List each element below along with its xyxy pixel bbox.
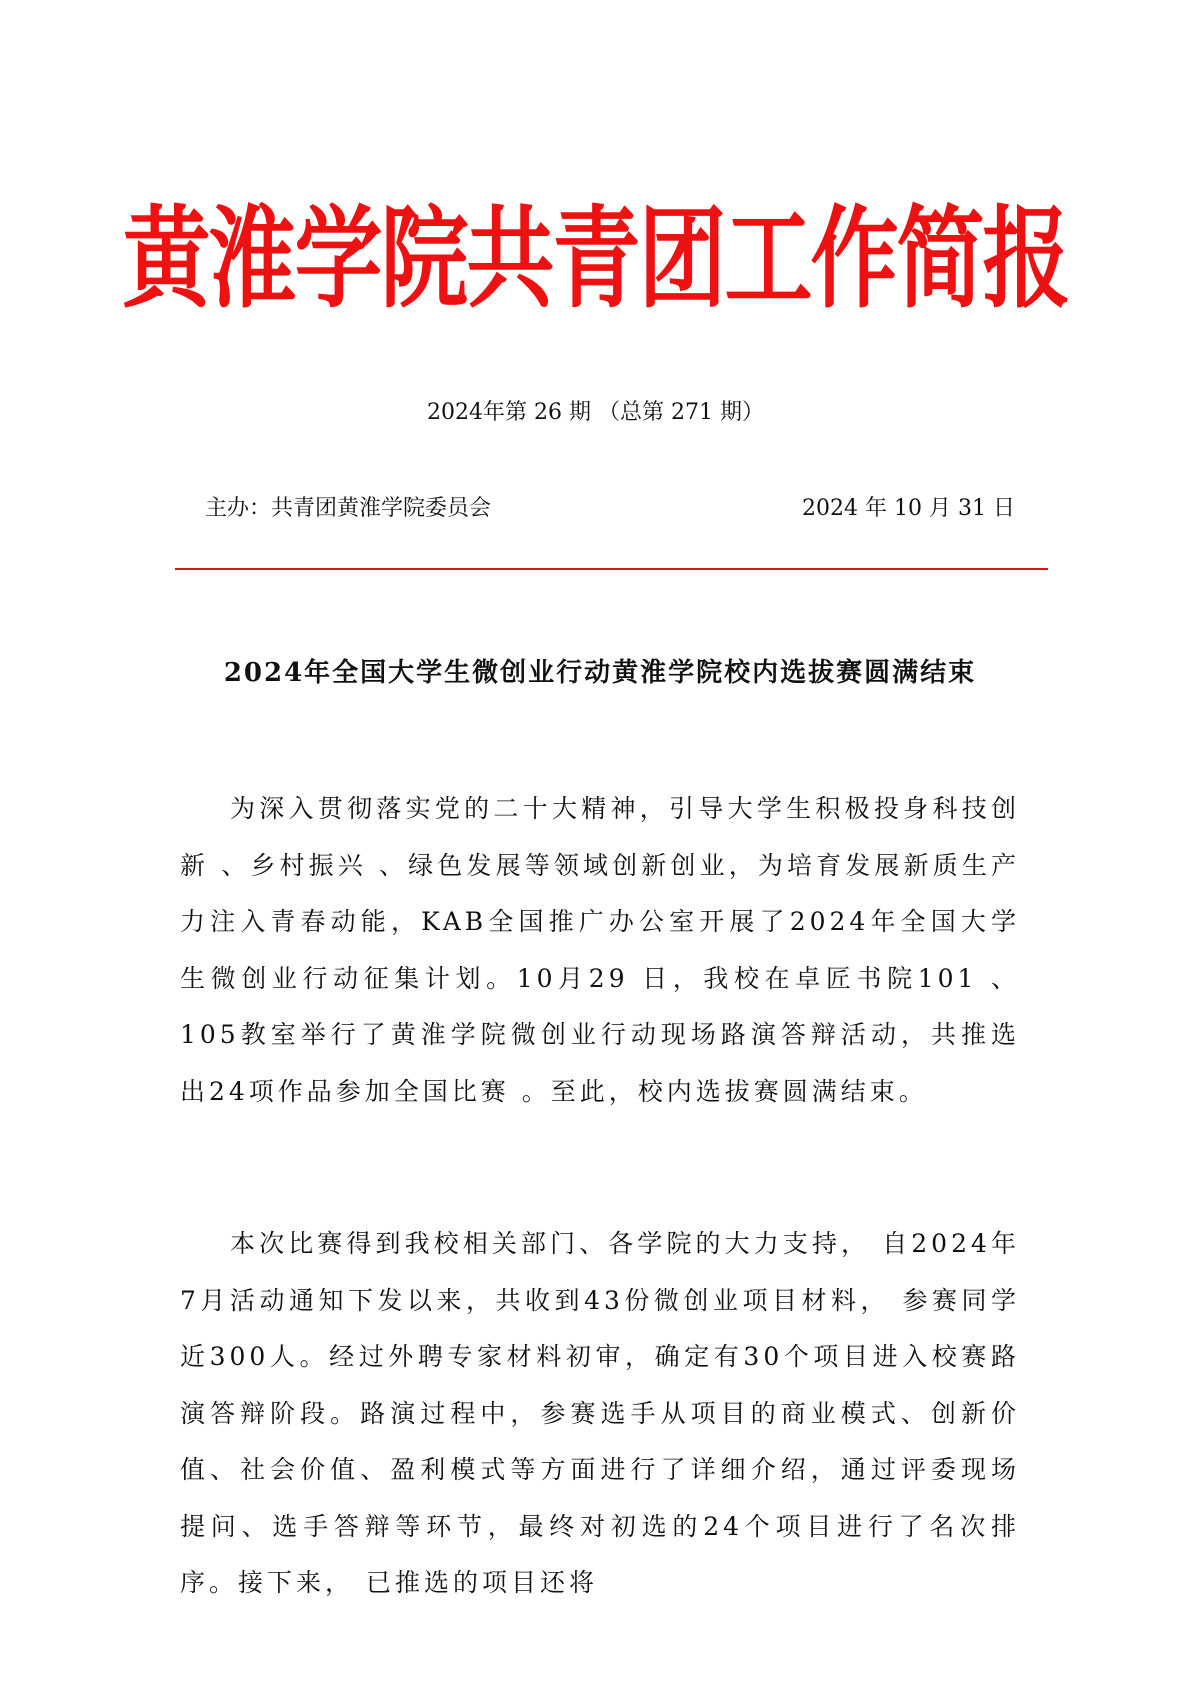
article-title: 2024年全国大学生微创业行动黄淮学院校内选拔赛圆满结束: [223, 658, 977, 688]
article-paragraph: 本次比赛得到我校相关部门、各学院的大力支持， 自2024年7月活动通知下发以来，共收到43份微创业项目材料， 参赛同学近300人。经过外聘专家材料初审，确定有30个项目进入校赛路演答辩阶段。路演过程中，参赛选手从项目的商业模式、创新价值、社会价值、盈利模式等方面进行了详细介绍，通过评委现场提问、选手答辩等环节，最终对初选的24个项目进行了名次排序。接下来， 已推选的项目还将: [180, 1229, 1020, 1597]
sponsor-text: 主办：共青团黄淮学院委员会: [205, 496, 492, 521]
newsletter-masthead: 黄淮学院共青团工作简报: [122, 194, 1069, 323]
article-paragraph: 为深入贯彻落实党的二十大精神，引导大学生积极投身科技创新 、乡村振兴 、绿色发展等领域创新创业，为培育发展新质生产力注入青春动能，KAB全国推广办公室开展了2024年全国大学生微创业行动征集计划。10月29 日，我校在卓匠书院101 、105教室举行了黄淮学院微创业行动现场路演答辩活动，共推选出24项作品参加全国比赛 。至此，校内选拔赛圆满结束。: [180, 794, 1020, 1106]
meta-row: [205, 492, 1015, 526]
publish-date: 2024 年 10 月 31 日: [802, 496, 1015, 521]
issue-number: 2024年第 26 期 （总第 271 期）: [427, 400, 764, 425]
red-divider: [175, 568, 1048, 570]
